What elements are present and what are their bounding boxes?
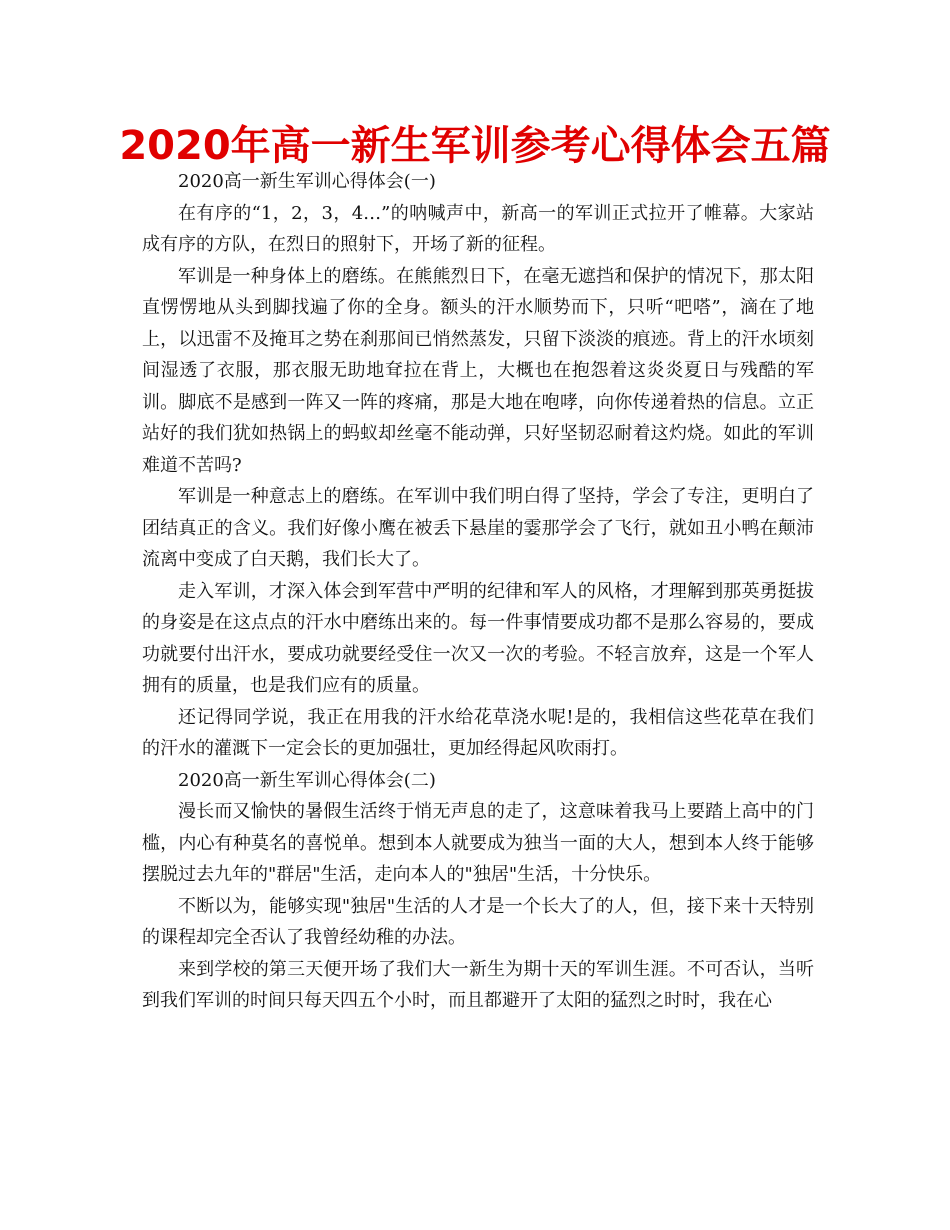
paragraph: 军训是一种意志上的磨练。在军训中我们明白得了坚持，学会了专注，更明白了团结真正的含义。我们好像小鹰在被丢下悬崖的霎那学会了飞行，就如丑小鸭在颠沛流离中变成了白天鹅，我们长大了。 xyxy=(142,486,814,570)
section-heading-2: 2020高一新生军训心得体会(二) xyxy=(178,769,436,791)
section-heading-1: 2020高一新生军训心得体会(一) xyxy=(178,171,436,192)
document-body xyxy=(142,166,814,1017)
paragraph: 还记得同学说，我正在用我的汗水给花草浇水呢!是的，我相信这些花草在我们的汗水的灌溉下一定会长的更加强壮，更加经得起风吹雨打。 xyxy=(142,706,814,759)
paragraph: 不断以为，能够实现"独居"生活的人才是一个长大了的人，但，接下来十天特别的课程却完全否认了我曾经幼稚的办法。 xyxy=(142,895,814,948)
paragraph: 来到学校的第三天便开场了我们大一新生为期十天的军训生涯。不可否认，当听到我们军训的时间只每天四五个小时，而且都避开了太阳的猛烈之时时，我在心 xyxy=(142,958,814,1011)
document-title: 2020年高一新生军训参考心得体会五篇 xyxy=(119,123,831,169)
paragraph: 漫长而又愉快的暑假生活终于悄无声息的走了，这意味着我马上要踏上高中的门槛，内心有种莫名的喜悦单。想到本人就要成为独当一面的大人，想到本人终于能够摆脱过去九年的"群居"生活，走向本人的"独居"生活，十分快乐。 xyxy=(142,801,814,885)
paragraph: 在有序的“1，2，3，4…”的呐喊声中，新高一的军训正式拉开了帷幕。大家站成有序的方队，在烈日的照射下，开场了新的征程。 xyxy=(142,202,814,255)
paragraph: 军训是一种身体上的磨练。在熊熊烈日下，在毫无遮挡和保护的情况下，那太阳直愣愣地从头到脚找遍了你的全身。额头的汗水顺势而下，只听“吧嗒”，滴在了地上，以迅雷不及掩耳之势在刹那间已悄然蒸发，只留下淡淡的痕迹。背上的汗水顷刻间湿透了衣服，那衣服无助地耷拉在背上，大概也在抱怨着这炎炎夏日与残酷的军训。脚底不是感到一阵又一阵的疼痛，那是大地在咆哮，向你传递着热的信息。立正站好的我们犹如热锅上的蚂蚁却丝毫不能动弹，只好坚韧忍耐着这灼烧。如此的军训难道不苦吗? xyxy=(142,265,814,476)
paragraph: 走入军训，才深入体会到军营中严明的纪律和军人的风格，才理解到那英勇挺拔的身姿是在这点点的汗水中磨练出来的。每一件事情要成功都不是那么容易的，要成功就要付出汗水，要成功就要经受住一次又一次的考验。不轻言放弃，这是一个军人拥有的质量，也是我们应有的质量。 xyxy=(142,580,814,696)
